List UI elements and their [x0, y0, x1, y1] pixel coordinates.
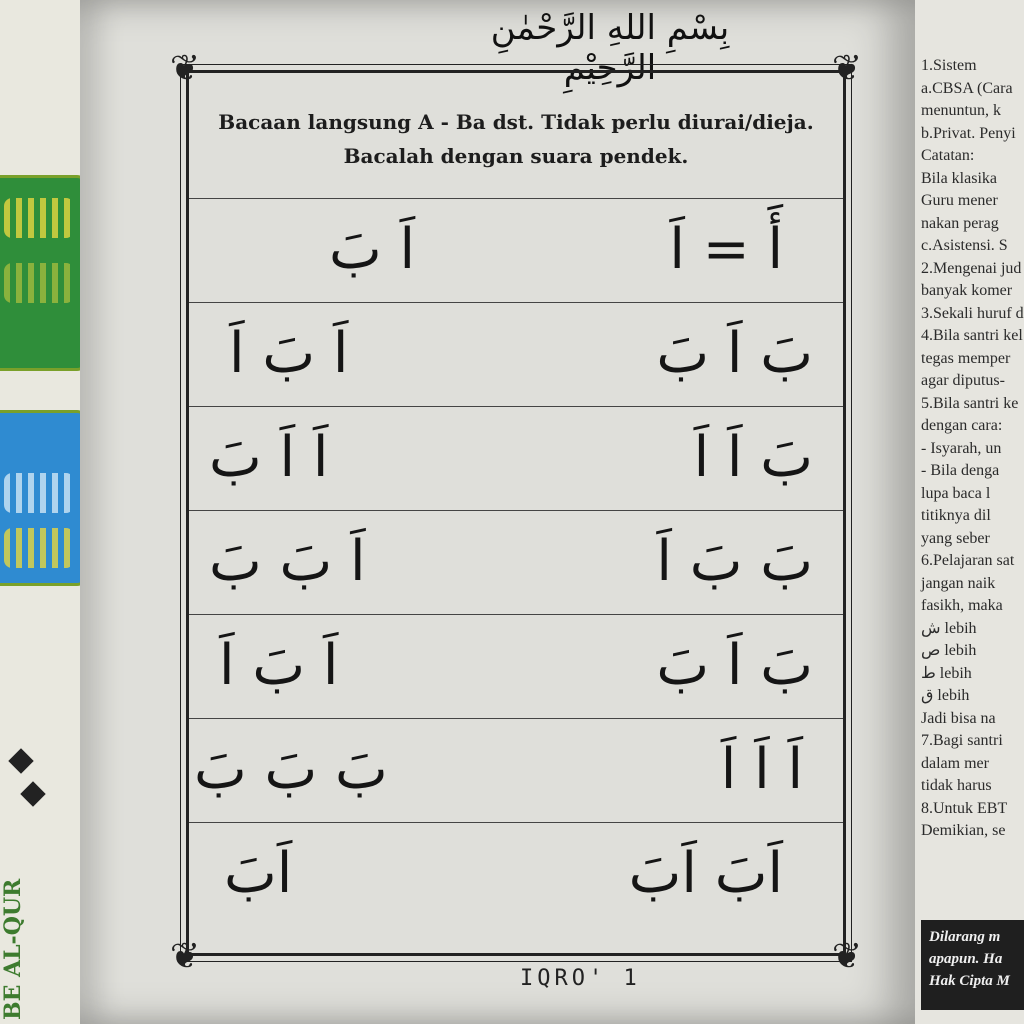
corner-ornament-icon: ❦: [169, 48, 201, 89]
right-page-line: Demikian, se: [921, 822, 1006, 839]
corner-ornament-icon: ❦: [831, 48, 863, 89]
right-page-line: 8.Untuk EBT: [921, 799, 1008, 817]
right-page-line: 4.Bila santri kel: [921, 327, 1023, 344]
reading-row: [189, 614, 843, 718]
instruction-text: [189, 105, 843, 173]
right-page-line: lupa baca l: [921, 484, 991, 502]
right-page-line: a.CBSA (Cara: [921, 79, 1013, 97]
right-page-line: b.Privat. Penyi: [921, 124, 1016, 142]
book-page: [80, 0, 920, 1024]
arabic-left-group: اَبَ: [224, 841, 293, 906]
arabic-right-group: بَ اَ اَ: [693, 425, 813, 490]
blue-ornament-band: [0, 410, 80, 586]
right-page-line: dalam mer: [921, 754, 989, 772]
right-page-line: yang seber: [921, 529, 990, 547]
corner-ornament-icon: ❦: [169, 936, 201, 977]
right-page-line: nakan perag: [921, 214, 999, 232]
right-page-line: ش lebih: [921, 619, 977, 637]
notice-line: Dilarang m: [929, 929, 1001, 945]
arabic-right-group: أَ = اَ: [669, 217, 783, 282]
right-page-text: [921, 55, 1024, 843]
right-page-line: tidak harus: [921, 777, 992, 794]
reading-row: [189, 718, 843, 822]
reading-rows: [189, 198, 843, 926]
right-page-line: Catatan:: [921, 147, 975, 164]
right-page-line: 7.Bagi santri: [921, 732, 1003, 749]
spine-text: BE AL-QUR: [0, 878, 26, 1020]
right-page-line: fasikh, maka: [921, 597, 1003, 614]
right-page-line: - Bila denga: [921, 462, 1000, 479]
right-page-line: banyak komer: [921, 282, 1013, 299]
right-page-line: jangan naik: [921, 574, 996, 592]
reading-row: [189, 198, 843, 302]
right-page-line: titiknya dil: [921, 507, 991, 524]
arabic-right-group: بَ اَ بَ: [656, 633, 813, 698]
right-page-line: agar diputus-: [921, 372, 1005, 389]
arabic-left-group: اَ بَ: [329, 217, 416, 282]
arabic-left-group: اَ بَ اَ: [229, 321, 349, 386]
right-page-line: Guru mener: [921, 192, 998, 209]
arabic-right-group: بَ اَ بَ: [656, 321, 813, 386]
adjacent-left-page: [0, 0, 80, 1024]
right-page-line: tegas memper: [921, 349, 1011, 367]
right-page-line: 5.Bila santri ke: [921, 394, 1019, 412]
reading-row: [189, 510, 843, 614]
ornament-strip: [4, 528, 74, 568]
right-page-line: 3.Sekali huruf d: [921, 304, 1024, 322]
ornament-strip: [4, 198, 74, 238]
right-page-line: ق lebih: [921, 687, 970, 704]
notice-line: apapun. Ha: [929, 951, 1003, 967]
notice-line: Hak Cipta M: [929, 973, 1010, 989]
reading-row: [189, 406, 843, 510]
arabic-left-group: اَ بَ اَ: [219, 633, 339, 698]
green-ornament-band: [0, 175, 80, 371]
right-page-line: 6.Pelajaran sat: [921, 552, 1015, 569]
reading-row: [189, 302, 843, 406]
arabic-right-group: اَبَ اَبَ: [628, 841, 783, 906]
right-page-line: 2.Mengenai jud: [921, 259, 1022, 277]
right-page-line: menuntun, k: [921, 102, 1001, 119]
page-footer-label: IQRO' 1: [520, 966, 641, 991]
right-page-line: Bila klasika: [921, 169, 997, 187]
basmala: بِسْمِ اللهِ الرَّحْمٰنِ الرَّحِيْمِ: [490, 8, 730, 88]
arabic-right-group: اَ اَ اَ: [720, 737, 803, 802]
right-page-line: Jadi bisa na: [921, 709, 996, 727]
ornament-strip: [4, 263, 74, 303]
arabic-left-group: بَ بَ بَ: [194, 737, 388, 802]
instruction-line-1: Bacaan langsung A - Ba dst. Tidak perlu diurai/dieja.: [218, 110, 814, 134]
arabic-left-group: اَ بَ بَ: [209, 529, 366, 594]
adjacent-right-page: [915, 0, 1024, 1024]
right-page-line: ط lebih: [921, 664, 972, 682]
instruction-line-2: Bacalah dengan suara pendek.: [343, 144, 689, 168]
right-page-line: dengan cara:: [921, 417, 1003, 434]
right-page-line: c.Asistensi. S: [921, 237, 1008, 254]
corner-ornament-icon: ❦: [831, 936, 863, 977]
arabic-right-group: بَ بَ اَ: [656, 529, 813, 594]
ornament-strip: [4, 473, 74, 513]
right-page-line: 1.Sistem: [921, 57, 977, 74]
arabic-left-group: اَ اَ بَ: [209, 425, 329, 490]
right-page-notice: [921, 920, 1024, 1010]
reading-row: [189, 822, 843, 926]
right-page-line: - Isyarah, un: [921, 439, 1002, 457]
right-page-line: ص lebih: [921, 642, 977, 659]
